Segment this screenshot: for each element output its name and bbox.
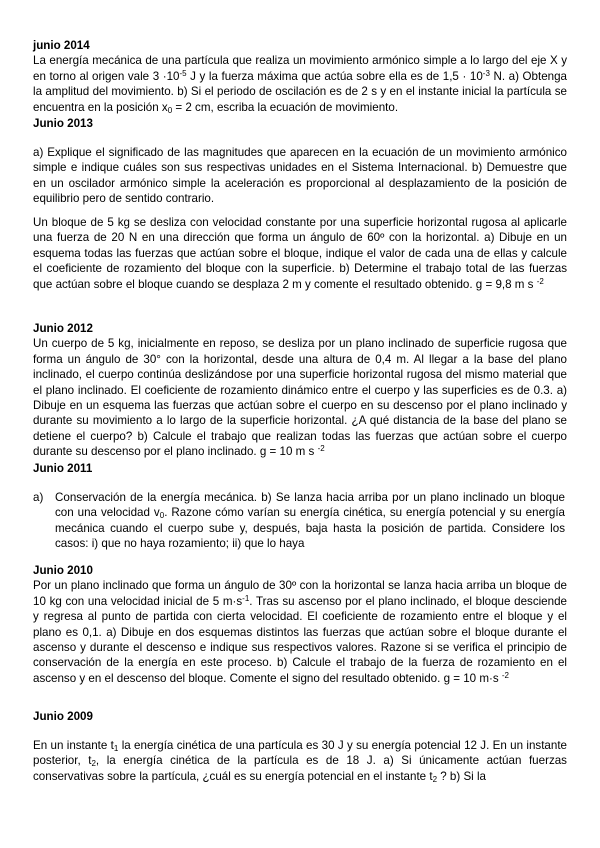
heading-2012: Junio 2012 (33, 322, 93, 335)
section-2014 (33, 38, 567, 115)
section-2013-question-2 (33, 215, 567, 292)
heading-2009-line (33, 709, 567, 724)
text-2012-p1: Un cuerpo de 5 kg, inicialmente en reposo, se desliza por un plano inclinado de superficie rugosa que forma un ángulo de 30° con la horizontal, desde una altura de 0,4 m. Al llegar a la base del plano inclinado, el cuerpo continúa deslizándose por una superficie horizontal rugosa del mismo material que el plano inclinado. El coeficiente de rozamiento dinámico entre el cuerpo y las superficies es de 0.3. a) Dibuje en un esquema las fuerzas que actúan sobre el cuerpo en su descenso por el plano inclinado y durante su movimiento a lo largo de la superficie horizontal. ¿A qué distancia de la base del plano se detiene el cuerpo? b) Calcule el trabajo que realizan todas las fuerzas que actúan sobre el cuerpo durante su descenso por el plano inclinado. g = 10 m s (33, 337, 567, 459)
text-2009-part1: En un instante t (33, 739, 114, 752)
text-2013-p1: a) Explique el significado de las magnitudes que aparecen en la ecuación de un movimiento armónico simple e indique cuáles son sus respectivas unidades en el Sistema Internacional. b) Demuestre que en un oscilador armónico simple la aceleración es proporcional al desplazamiento de la posición de equilibrio pero de sentido contrario. (33, 146, 567, 206)
text-2010-part2: . Tras su ascenso por el plano inclinado, el bloque desciende y regresa al punto de partida con cierta velocidad. El coeficiente de rozamiento entre el bloque y el plano es 0,1. a) Dibuje en dos esquemas distintos las fuerzas que actúan sobre el bloque durante el ascenso y durante el descenso e indique sus respectivos valores. Razone si se verifica el principio de conservación de la energía en este proceso. b) Calcule el trabajo de la fuerza de rozamiento en el ascenso y en el descenso del bloque. Comente el signo del resultado obtenido. g = 10 m·s (33, 594, 567, 685)
text-2014-part4: = 2 cm, escriba la ecuación de movimiento. (172, 100, 399, 114)
exponent: -2 (317, 444, 325, 454)
heading-2011-line (33, 461, 567, 476)
text-2014-part1: La energía mecánica de una partícula que realiza un movimiento armónico simple a lo largo del eje X y en torno al origen vale 3 ·10 (33, 54, 567, 83)
subscript: 2 (432, 774, 438, 784)
subscript: 1 (113, 744, 119, 753)
heading-2013: Junio 2013 (33, 117, 93, 130)
exponent: -5 (179, 68, 187, 78)
text-2009-part2: la energía cinética de una partícula es 30 J y su energía potencial 12 J. En un instante posterior, t (33, 739, 567, 768)
text-2009-part3: , la energía cinética de la partícula es de 18 J. a) Si únicamente actúan fuerzas conservativas sobre la partícula, ¿cuál es su energía potencial en el instante t (33, 754, 567, 783)
text-2011-part1: Conservación de la energía mecánica. b) Se lanza hacia arriba por un plano inclinado un bloque con una velocidad v (55, 491, 565, 520)
heading-2013-line (33, 116, 567, 131)
subscript: 0 (159, 511, 165, 521)
section-2011-item-a (33, 490, 565, 552)
subscript: 0 (167, 105, 173, 115)
text-2009-part4: ? b) Si la (437, 769, 487, 783)
section-2010 (33, 563, 567, 686)
text-2014-part3: N. a) Obtenga la amplitud del movimiento. b) Si el periodo de oscilación es de 2 s y en el instante inicial la partícula se encuentra en la posición x (33, 69, 567, 114)
heading-2009: Junio 2009 (33, 710, 93, 723)
text-2010-part1: Por un plano inclinado que forma un ángulo de 30º con la horizontal se lanza hacia arriba un bloque de 10 kg con una velocidad inicial de 5 m·s (33, 579, 567, 608)
exponent: -3 (482, 68, 490, 78)
text-2011-part2: . Razone cómo varían su energía cinética, su energía potencial y su energía mecánica cuando el cuerpo sube y, después, baja hasta la posición de partida. Considere los casos: i) que no haya rozamiento; ii) que lo haya (55, 506, 565, 551)
exponent: -1 (242, 593, 250, 603)
heading-2010: Junio 2010 (33, 564, 93, 577)
heading-2014: junio 2014 (33, 39, 90, 52)
subscript: 2 (91, 759, 96, 769)
exponent: -2 (501, 670, 510, 680)
heading-2011: Junio 2011 (33, 462, 93, 475)
text-2013-p2: Un bloque de 5 kg se desliza con velocidad constante por una superficie horizontal rugosa al aplicarle una fuerza de 20 N en una dirección que forma un ángulo de 60º con la horizontal. a) Dibuje en un esquema todas las fuerzas que actúan sobre el bloque, indique el valor de cada una de ellas y calcule el coeficiente de rozamiento del bloque con la superficie. b) Determine el trabajo total de las fuerzas que actúan sobre el bloque cuando se desplaza 2 m y comente el resultado obtenido. g = 9,8 m s (33, 216, 567, 291)
section-2009 (33, 738, 567, 784)
section-2012 (33, 321, 567, 460)
list-marker: a) (33, 491, 44, 504)
exponent: -2 (536, 276, 544, 286)
section-2013-question-1 (33, 145, 567, 207)
text-2014-part2: J y la fuerza máxima que actúa sobre ella es de 1,5 · 10 (186, 69, 483, 83)
